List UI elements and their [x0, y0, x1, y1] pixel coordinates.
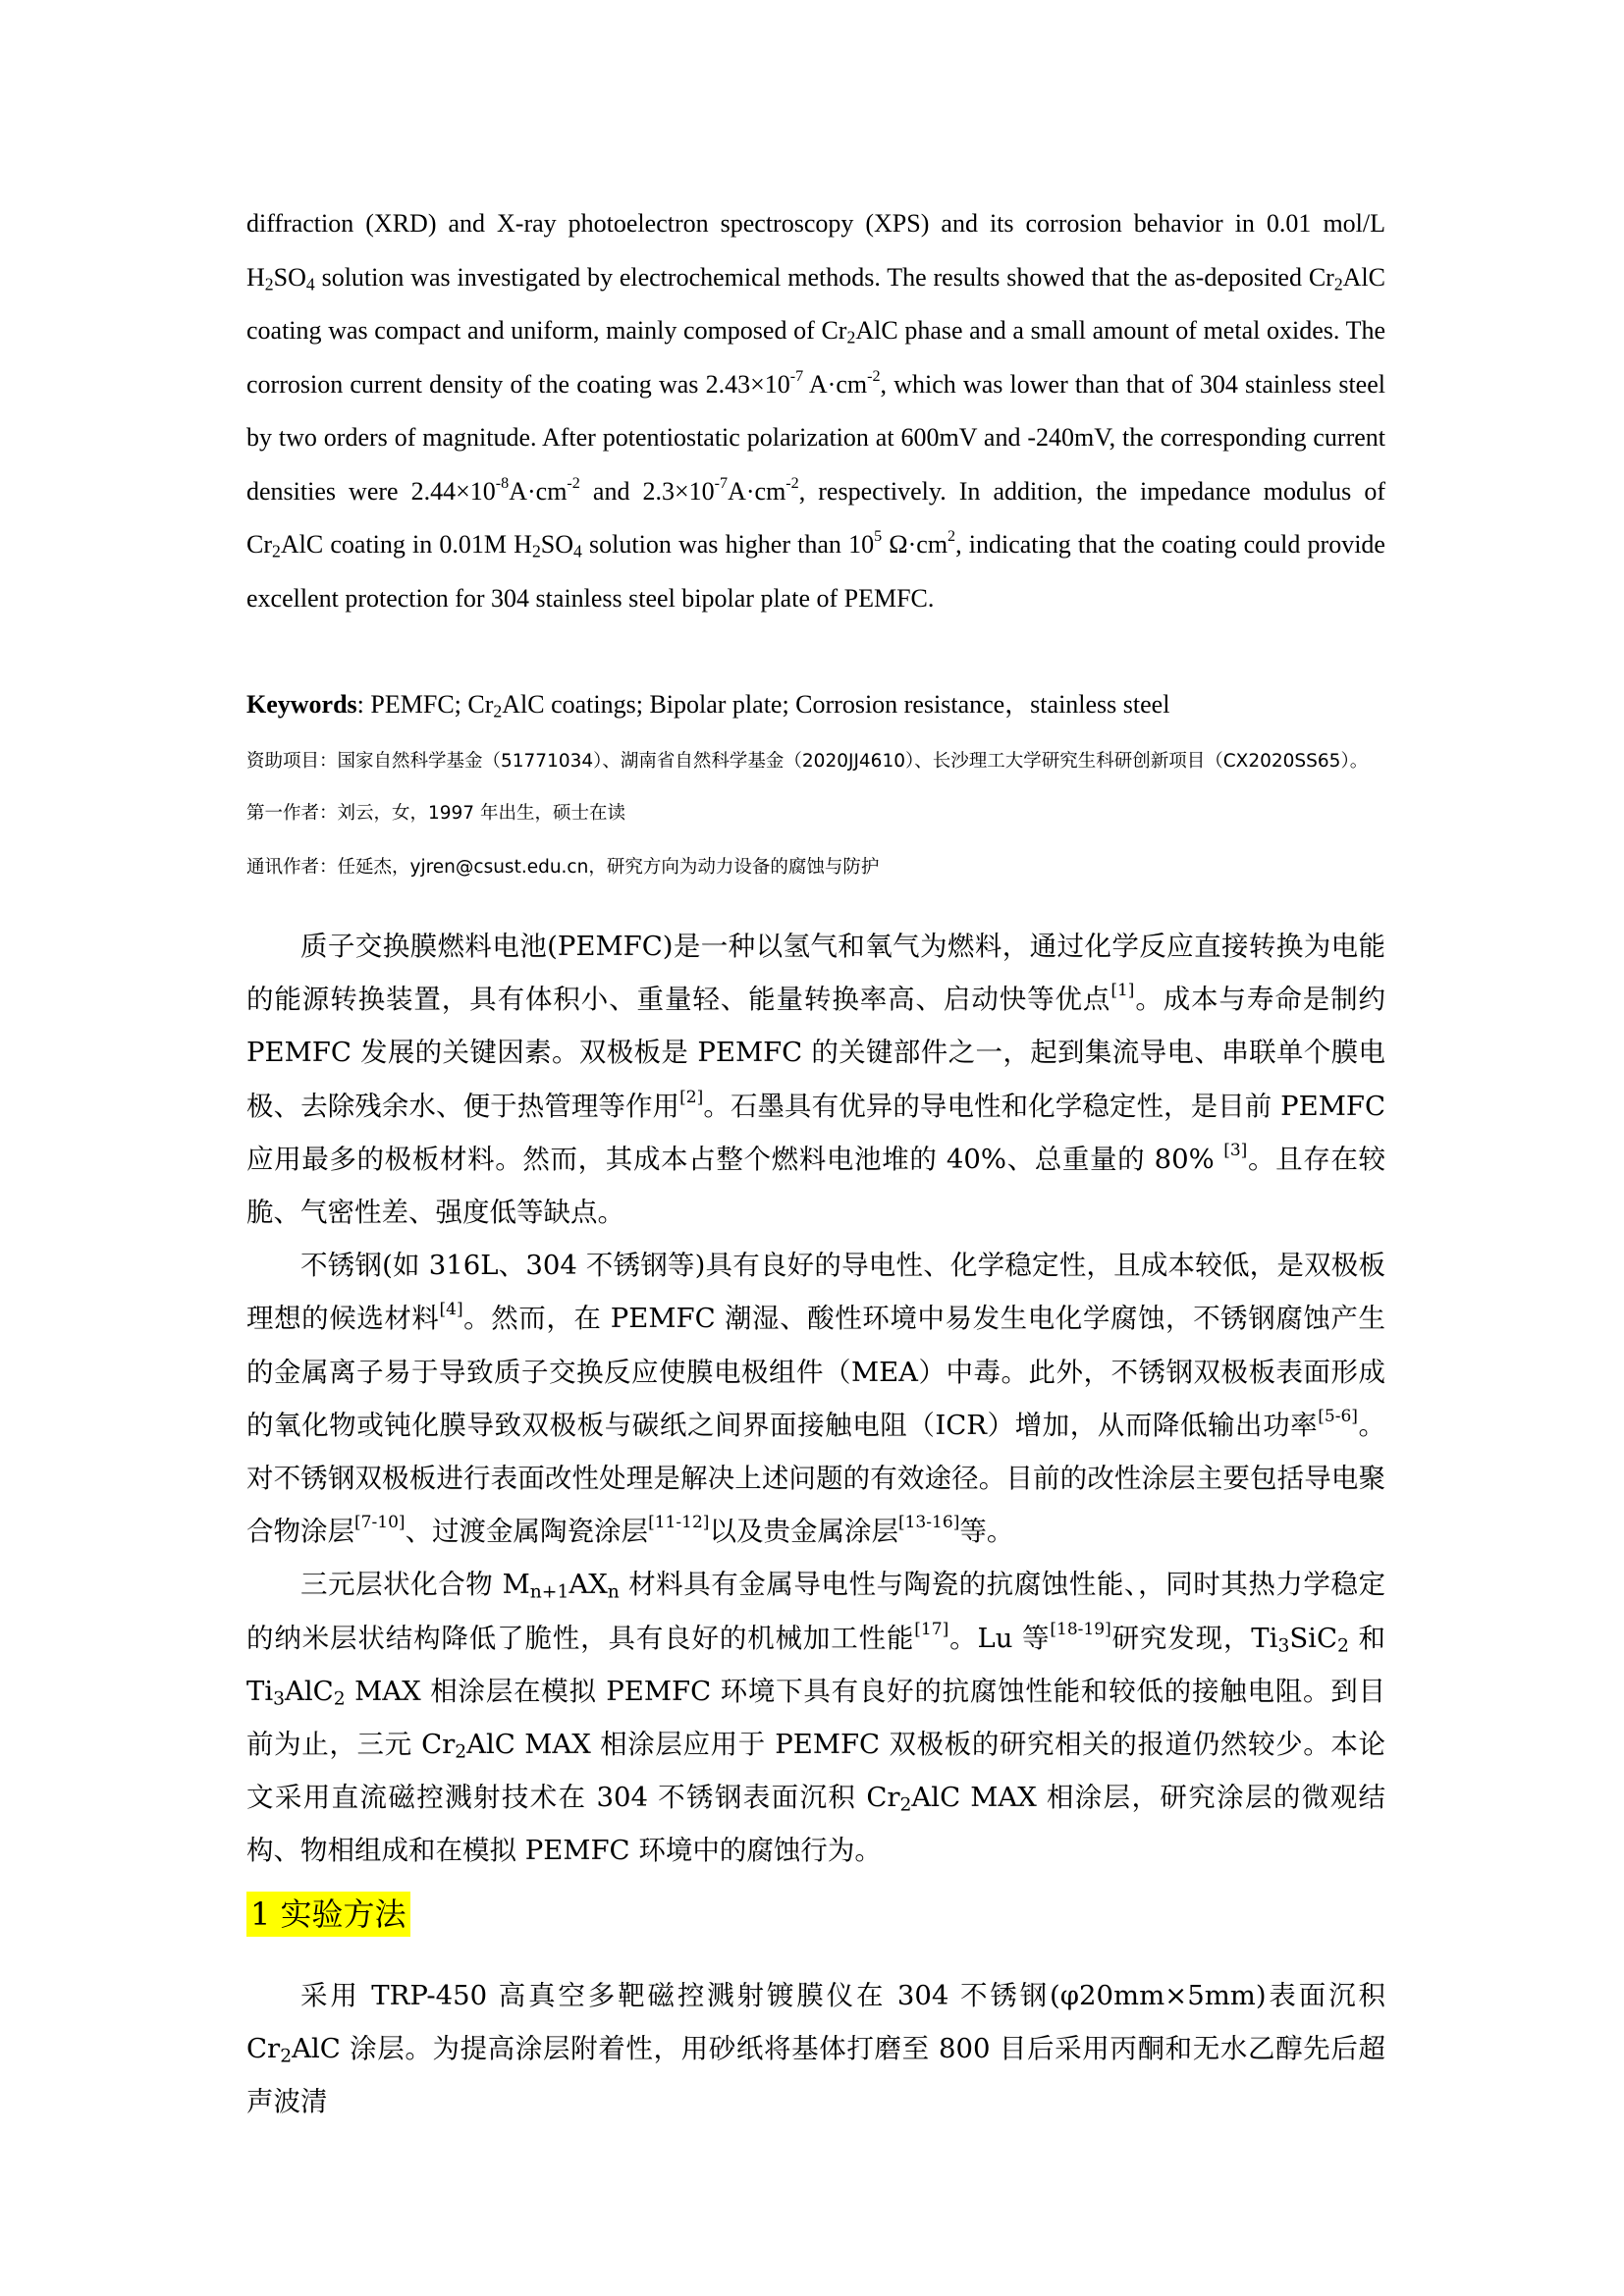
subscript: 2 [846, 327, 856, 347]
subscript: 2 [455, 1741, 467, 1763]
subscript: 2 [264, 273, 274, 294]
superscript: 5 [874, 527, 883, 545]
section-heading: 1 实验方法 [246, 1892, 410, 1937]
superscript: [7-10] [354, 1513, 406, 1533]
intro-paragraph: 不锈钢(如 316L、304 不锈钢等)具有良好的导电性、化学稳定性，且成本较低，是双极板理想的候选材料[4]。然而，在 PEMFC 潮湿、酸性环境中易发生电化学腐蚀，不锈钢腐蚀产生的金属离子易于导致质子交换反应使膜电极组件（MEA）中毒。此外，不锈钢双极板表面形成的氧化物或钝化膜导致双极板与碳纸之间界面接触电阻（ICR）增加，从而降低输出功率[5-6]。对不锈钢双极板进行表面改性处理是解决上述问题的有效途径。目前的改性涂层主要包括导电聚合物涂层[7-10]、过渡金属陶瓷涂层[11-12]以及贵金属涂层[13-16]等。 [246, 1250, 1386, 1548]
superscript: -8 [495, 474, 510, 492]
subscript: 2 [272, 541, 281, 561]
method-section [246, 1969, 1385, 2129]
superscript: [18-19] [1050, 1619, 1111, 1639]
keywords-line [246, 687, 1385, 722]
superscript: [13-16] [897, 1513, 960, 1533]
superscript: [11-12] [648, 1513, 710, 1533]
superscript: [17] [914, 1619, 949, 1639]
subscript: 2 [333, 1688, 346, 1710]
superscript: [1] [1110, 981, 1135, 1001]
keywords-text: : PEMFC; $Cr_2AlC$ coatings; Bipolar plate; Corrosion resistance，stainless steel [356, 690, 1170, 721]
subscript: 2 [493, 701, 503, 721]
keywords-label: Keywords [246, 690, 357, 719]
superscript: -2 [867, 367, 881, 385]
superscript: [3] [1223, 1141, 1248, 1161]
intro-paragraph: 质子交换膜燃料电池(PEMFC)是一种以氢气和氧气为燃料，通过化学反应直接转换为电能的能源转换装置，具有体积小、重量轻、能量转换率高、启动快等优点[1]。成本与寿命是制约 PEMFC 发展的关键因素。双极板是 PEMFC 的关键部件之一，起到集流导电、串联单个膜电极、去除残余水、便于热管理等作用[2]。石墨具有优异的导电性和化学稳定性，是目前 PEMFC 应用最多的极板材料。然而，其成本占整个燃料电池堆的 40%、总重量的 80% [3]。且存在较脆、气密性差、强度低等缺点。 [246, 931, 1386, 1229]
intro-paragraph: 三元层状化合物 $M_{n+1}AX_n$ 材料具有金属导电性与陶瓷的抗腐蚀性能、，同时其热力学稳定的纳米层状结构降低了脆性，具有良好的机械加工性能[17]。Lu 等[18-19]研究发现，$Ti_3SiC_2$ 和 $Ti_3AlC_2$ MAX 相涂层在模拟 PEMFC 环境下具有良好的抗腐蚀性能和较低的接触电阻。到目前为止，三元 $Cr_2AlC$ MAX 相涂层应用于 PEMFC 双极板的研究相关的报道仍然较少。本论文采用直流磁控溅射技术在 304 不锈钢表面沉积 $Cr_2AlC$ MAX 相涂层，研究涂层的微观结构、物相组成和在模拟 PEMFC 环境中的腐蚀行为。 [246, 1569, 1386, 1867]
superscript: -2 [567, 474, 580, 492]
subscript: 2 [280, 2046, 293, 2067]
funding-footnote: 资助项目：国家自然科学基金（51771034）、湖南省自然科学基金（2020JJ4610）、长沙理工大学研究生科研创新项目（CX2020SS65）。 [246, 751, 1369, 772]
superscript: -7 [714, 474, 729, 492]
subscript: 4 [573, 541, 582, 561]
superscript: -7 [789, 367, 804, 385]
subscript: 4 [305, 273, 315, 294]
introduction-section [246, 920, 1385, 1878]
subscript: n+1 [529, 1582, 569, 1604]
subscript: 2 [1333, 273, 1343, 294]
superscript: [2] [679, 1087, 704, 1107]
superscript: [5-6] [1318, 1407, 1358, 1427]
subscript: 3 [1277, 1635, 1290, 1657]
abstract-paragraph: diffraction (XRD) and X-ray photoelectron spectroscopy (XPS) and its corrosion behavior in 0.01 mol/L $H_2SO_4$ solution was investigated by electrochemical methods. The results showed that the as-deposited $Cr_2AlC$ coating was compact and uniform, mainly composed of $Cr_2AlC$ phase and a small amount of metal oxides. The corrosion current density of the coating was $2.43\times 10^{-7}$ $A\cdot cm^{-2}$, which was lower than that of 304 stainless steel by two orders of magnitude. After potentiostatic polarization at 600mV and -240mV, the corresponding current densities were $2.44\times 10^{-8}A\cdot cm^{-2}$ and $2.3\times 10^{-7}A\cdot cm^{-2}$, respectively. In addition, the impedance modulus of $Cr_2AlC$ coating in 0.01M $H_2SO_4$ solution was higher than $10^5$ $\Omega\cdot cm^2$, indicating that the coating could provide excellent protection for 304 stainless steel bipolar plate of PEMFC. [246, 209, 1386, 613]
method-paragraph: 采用 TRP-450 高真空多靶磁控溅射镀膜仪在 304 不锈钢(φ20mm×5mm)表面沉积 $Cr_2AlC$ 涂层。为提高涂层附着性，用砂纸将基体打磨至 800 目后采用丙酮和无水乙醇先后超声波清 [246, 1980, 1385, 2118]
subscript: 2 [531, 541, 541, 561]
corresponding-author-footnote: 通讯作者：任延杰，yjren@csust.edu.cn，研究方向为动力设备的腐蚀与防护 [246, 857, 880, 878]
subscript: 2 [1337, 1635, 1349, 1657]
subscript: 3 [273, 1688, 286, 1710]
superscript: -2 [785, 474, 799, 492]
subscript: n [607, 1582, 620, 1604]
superscript: 2 [947, 527, 956, 545]
first-author-footnote: 第一作者：刘云，女，1997 年出生，硕士在读 [246, 803, 625, 824]
subscript: 2 [899, 1794, 912, 1816]
superscript: [4] [439, 1300, 463, 1320]
